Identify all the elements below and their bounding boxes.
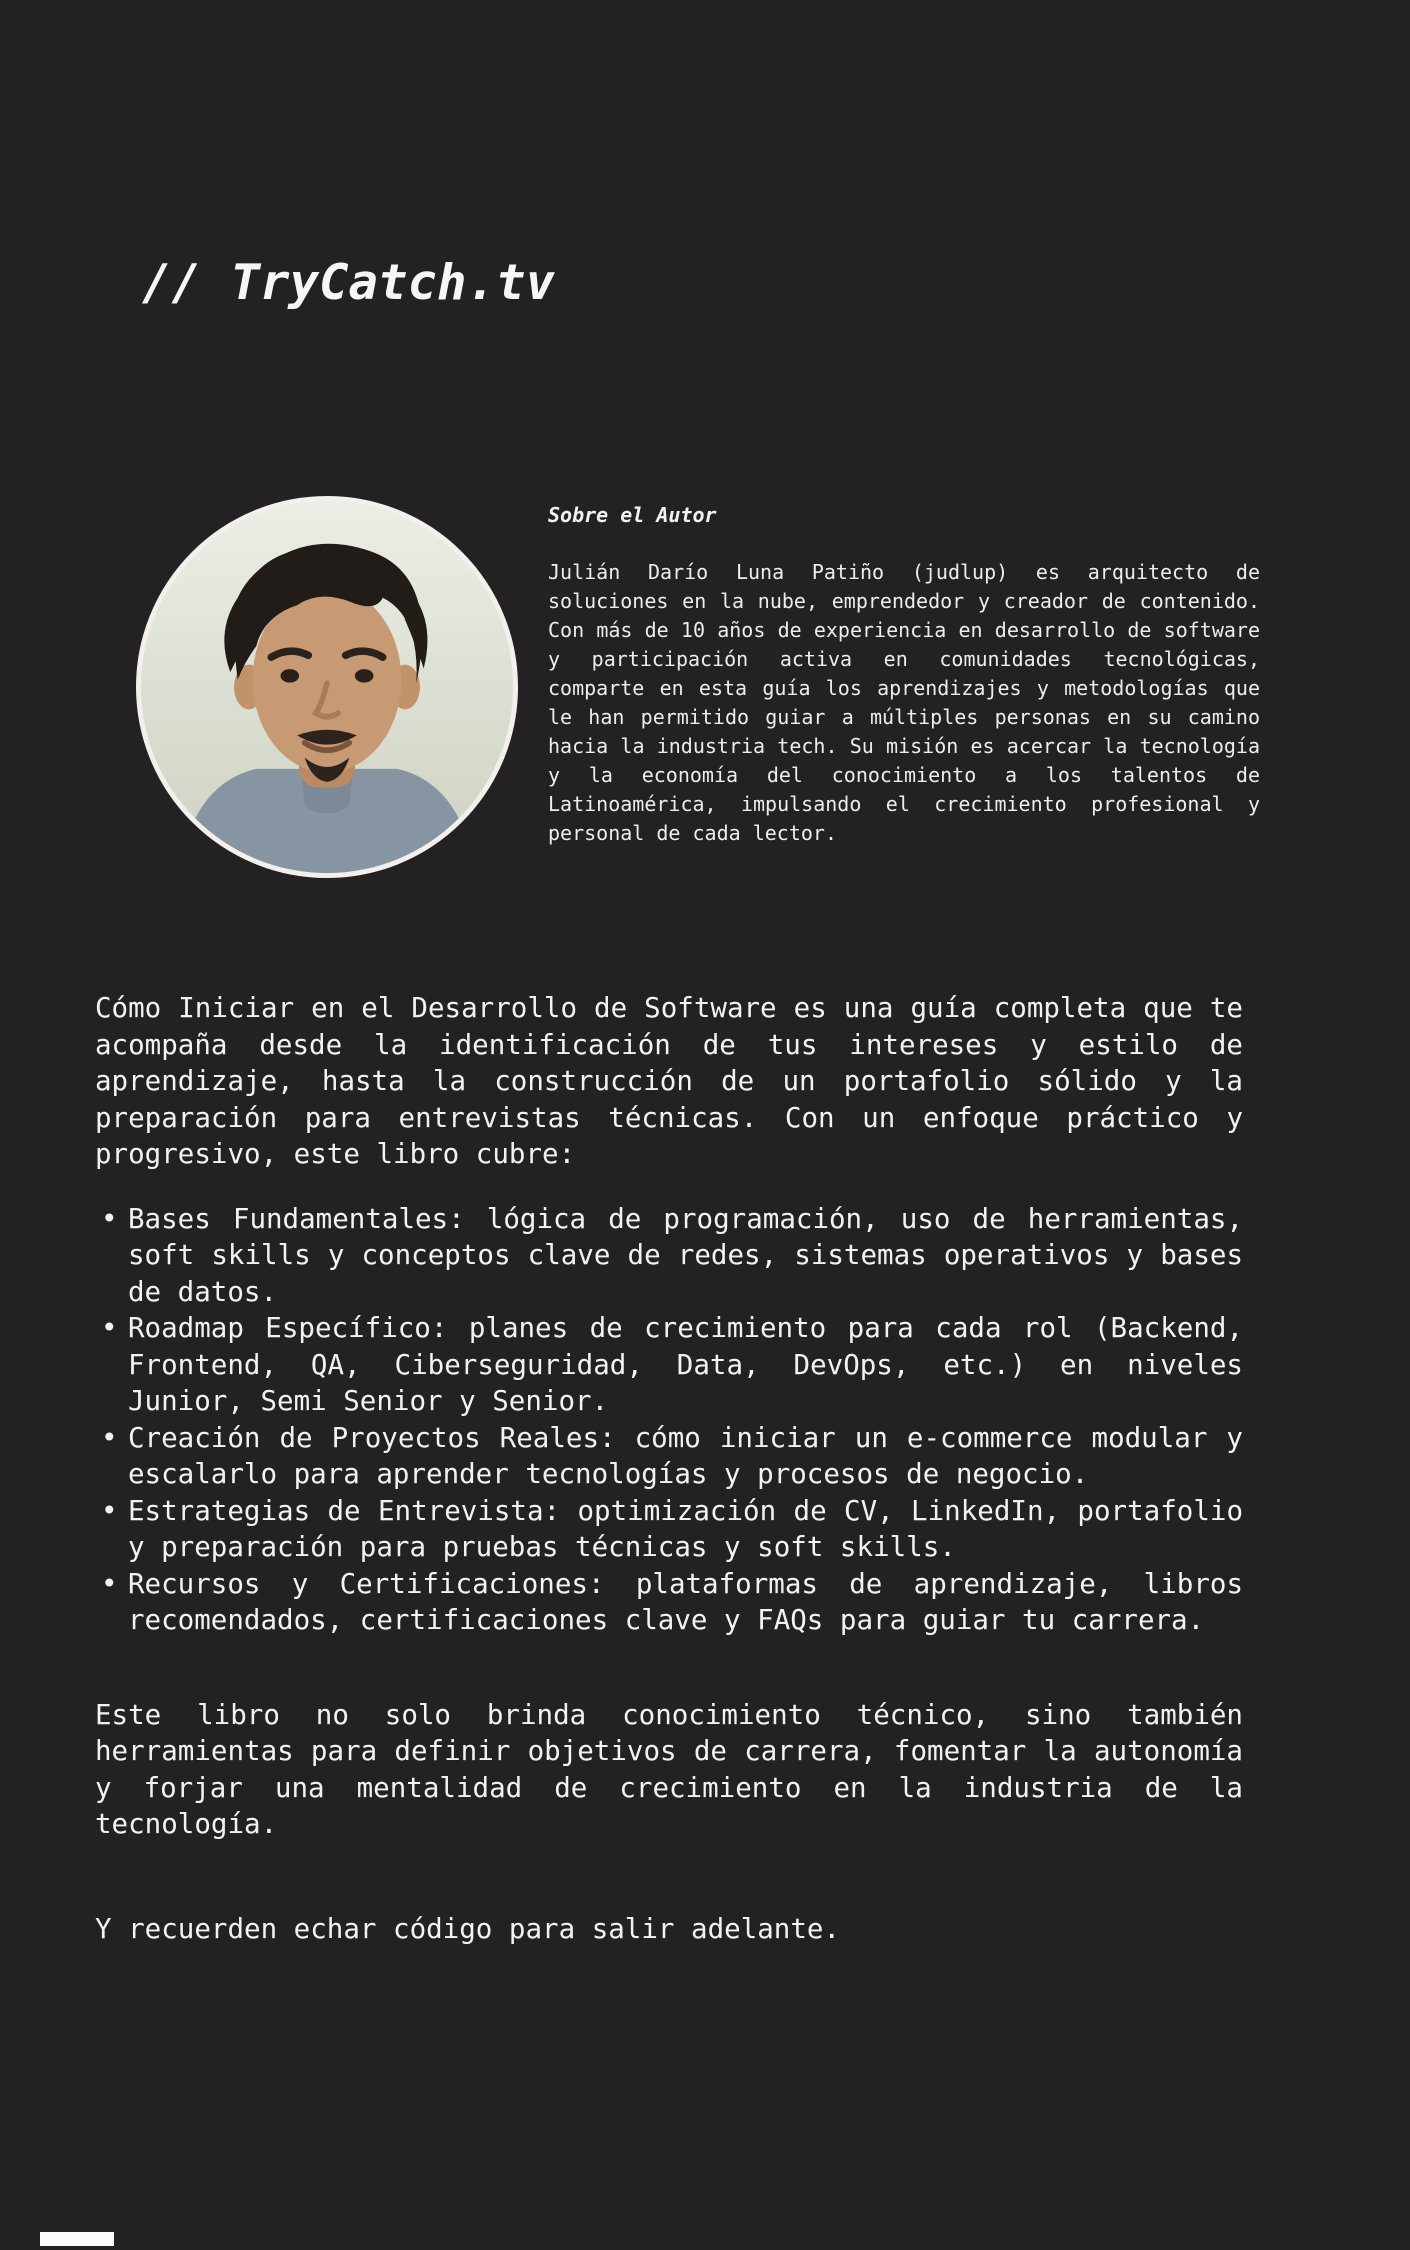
- list-item-text: Recursos y Certificaciones: plataformas de aprendizaje, libros recomendados, certificaciones clave y FAQs para guiar tu carrera.: [128, 1567, 1243, 1636]
- tagline: Y recuerden echar código para salir adelante.: [95, 1912, 841, 1945]
- list-item: [95, 1566, 1243, 1639]
- bullet-icon: •: [101, 1421, 118, 1454]
- closing-paragraph: Este libro no solo brinda conocimiento técnico, sino también herramientas para definir objetivos de carrera, fomentar la autonomía y forjar una mentalidad de crecimiento en la industria de la tecnología.: [95, 1698, 1243, 1840]
- list-item: [95, 1201, 1243, 1311]
- bullet-icon: •: [101, 1202, 118, 1235]
- list-item: [95, 1310, 1243, 1420]
- author-heading: Sobre el Autor: [548, 503, 717, 527]
- bullet-icon: •: [101, 1494, 118, 1527]
- author-bio: Julián Darío Luna Patiño (judlup) es arquitecto de soluciones en la nube, emprendedor y creador de contenido. Con más de 10 años de experiencia en desarrollo de software y participación activa en comunidades tecnológicas, comparte en esta guía los aprendizajes y metodologías que le han permitido guiar a múltiples personas en su camino hacia la industria tech. Su misión es acercar la tecnología y la economía del conocimiento a los talentos de Latinoamérica, impulsando el crecimiento profesional y personal de cada lector.: [548, 560, 1260, 845]
- list-item-text: Bases Fundamentales: lógica de programación, uso de herramientas, soft skills y conceptos clave de redes, sistemas operativos y bases de datos.: [128, 1202, 1243, 1308]
- list-item: [95, 1493, 1243, 1566]
- list-item-text: Estrategias de Entrevista: optimización de CV, LinkedIn, portafolio y preparación para pruebas técnicas y soft skills.: [128, 1494, 1243, 1563]
- features-list: [95, 1201, 1243, 1639]
- brand-logo: // TryCatch.tv: [142, 254, 556, 311]
- bullet-icon: •: [101, 1567, 118, 1600]
- author-text-block: [548, 503, 1260, 848]
- page-footer-mark: [40, 2232, 114, 2246]
- book-description: [95, 990, 1243, 1947]
- bullet-icon: •: [101, 1312, 118, 1344]
- author-avatar: [136, 496, 518, 878]
- author-photo-icon: [141, 501, 513, 873]
- list-item: [95, 1420, 1243, 1493]
- list-item-text: Creación de Proyectos Reales: cómo iniciar un e-commerce modular y escalarlo para aprender tecnologías y procesos de negocio.: [128, 1421, 1243, 1490]
- list-item-text: Roadmap Específico: planes de crecimiento para cada rol (Backend, Frontend, QA, Ciberseguridad, Data, DevOps, etc.) en niveles Junior, Semi Senior y Senior.: [128, 1312, 1243, 1417]
- intro-paragraph: Cómo Iniciar en el Desarrollo de Software es una guía completa que te acompaña desde la identificación de tus intereses y estilo de aprendizaje, hasta la construcción de un portafolio sólido y la preparación para entrevistas técnicas. Con un enfoque práctico y progresivo, este libro cubre:: [95, 992, 1243, 1170]
